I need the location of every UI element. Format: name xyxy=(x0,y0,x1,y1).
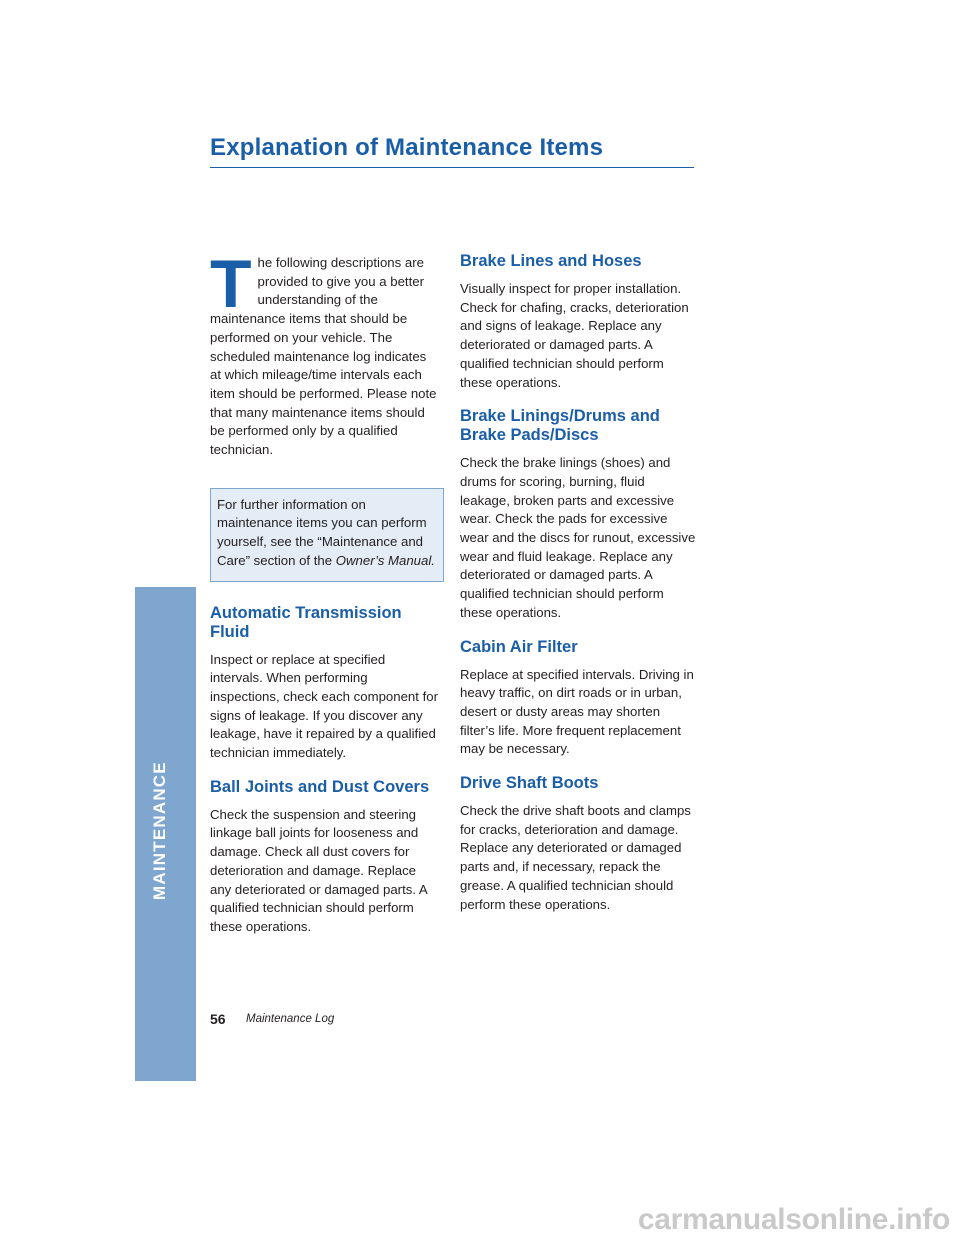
section-brake-lines xyxy=(460,252,696,392)
section-cabin-air-filter xyxy=(460,638,696,760)
section-drive-shaft-boots xyxy=(460,774,696,914)
section-body: Visually inspect for proper installation. Check for chafing, cracks, deterioration and signs of leakage. Replace any deteriorated or damaged parts. A qualified technician should perform these operations. xyxy=(460,281,689,390)
section-body: Inspect or replace at specified intervals. When performing inspections, check each component for signs of leakage. If you discover any leakage, have it repaired by a qualified technician immediately. xyxy=(210,651,438,761)
section-heading: Brake Lines and Hoses xyxy=(460,252,642,270)
right-column xyxy=(460,252,696,929)
footer-label: Maintenance Log xyxy=(246,1013,335,1025)
section-body: Check the drive shaft boots and clamps for cracks, deterioration and damage. Replace any deteriorated or damaged parts and, if necessary, repack the grease. A qualified technician should perform these operations. xyxy=(460,803,691,912)
section-heading: Brake Linings/Drums and Brake Pads/Discs xyxy=(460,407,660,445)
note-box xyxy=(210,488,444,582)
watermark: carmanualsonline.info xyxy=(637,1203,950,1236)
section-heading: Cabin Air Filter xyxy=(460,637,578,656)
intro-text: he following descriptions are provided to give you a better understanding of the maintenance items that should be performed on your vehicle. The scheduled maintenance log indicates at which mileage/time intervals each item should be performed. Please note that many maintenance items should be performed only by a qualified technician. xyxy=(210,255,437,458)
section-heading: Drive Shaft Boots xyxy=(460,774,599,793)
section-ball-joints xyxy=(210,778,440,937)
section-body: Check the brake linings (shoes) and drums for scoring, burning, fluid leakage, broken parts and excessive wear. Check the pads for excessive wear and the discs for runout, excessive wear and fluid leakage. Replace any deteriorated or damaged parts. A qualified technician should perform these operations. xyxy=(460,455,696,620)
left-column xyxy=(210,246,440,952)
section-automatic-transmission-fluid xyxy=(210,604,440,763)
page-title: Explanation of Maintenance Items xyxy=(210,134,604,161)
section-body: Replace at specified intervals. Driving in heavy traffic, on dirt roads or in urban, desert or dusty areas may shorten filter’s life. More frequent replacement may be necessary. xyxy=(460,666,694,757)
note-emphasis: Owner’s Manual. xyxy=(335,552,435,568)
section-body: Check the suspension and steering linkage ball joints for looseness and damage. Check all dust covers for deterioration and damage. Replace any deteriorated or damaged parts. A qualified technician should perform these operations. xyxy=(210,806,427,934)
dropcap: T xyxy=(210,246,252,322)
section-heading: Ball Joints and Dust Covers xyxy=(210,777,430,796)
intro-paragraph xyxy=(210,246,440,460)
page-number: 56 xyxy=(210,1011,226,1027)
note-text xyxy=(217,496,437,571)
side-tab-label: MAINTENANCE xyxy=(150,761,169,900)
note-body: For further information on maintenance items you can perform yourself, see the “Maintenance and Care” section of the xyxy=(217,496,427,568)
section-brake-linings xyxy=(460,407,696,622)
section-heading: Automatic Transmission Fluid xyxy=(210,603,402,641)
title-rule xyxy=(210,167,694,168)
